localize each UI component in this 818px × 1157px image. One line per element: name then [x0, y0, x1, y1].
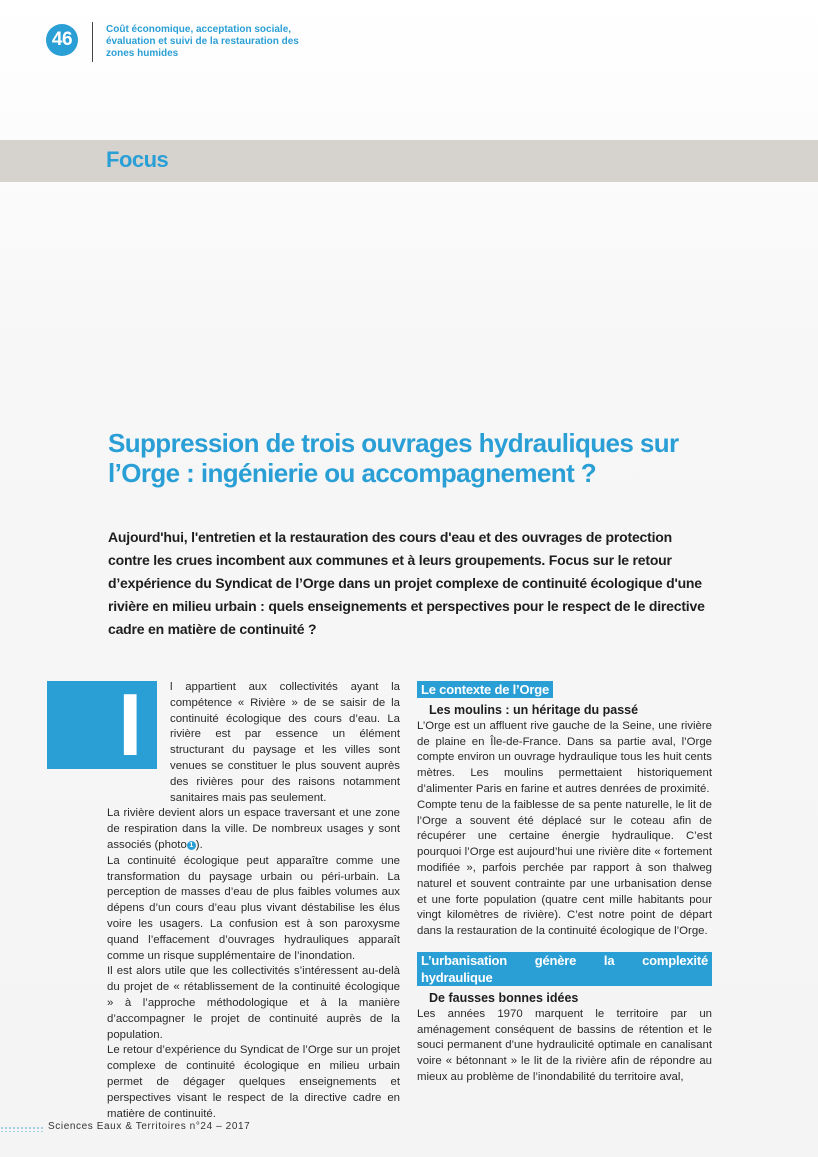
paragraph-1970s: Les années 1970 marquent le territoire par un aménagement conséquent de bassins de rétention et le souci permanent d’une hydraulicité optimale en canalisant voire « bétonnant » le lit de la rivière afin de répondre au mieux au problème de l’inondabilité du territoire aval, — [417, 1007, 712, 1083]
right-column — [417, 681, 712, 1086]
paragraph-text: La rivière devient alors un espace traversant et une zone de respiration dans la ville. De nombreux usages y sont associés (photo — [107, 807, 400, 851]
left-column — [107, 675, 400, 1122]
paragraph-intro: l appartient aux collectivités ayant la compétence « Rivière » de se saisir de la continuité écologique des cours d’eau. La rivière est par essence un élément structurant du paysage et les villes sont venues se constituer le plus souvent auprès des rivières pour des raisons notamment sanitaires mais pas seulement. — [170, 681, 400, 804]
paragraph-slope: Compte tenu de la faiblesse de sa pente naturelle, le lit de l’Orge a souvent été déplacé sur le coteau afin de récupérer une certaine énergie hydraulique. C’est pourquoi l’Orge est aujourd’hui une rivière dite « fortement modifiée », parfois perchée par rapport à son thalweg naturel et souvent contrainte par une urbanisation dense et une forte population (quatre cent mille habitants pour vingt kilomètres de rivière). C’est notre point de départ dans la restauration de la continuité écologique de l’Orge. — [417, 798, 712, 938]
running-head: Coût économique, acceptation sociale, évaluation et suivi de la restauration des zones humides — [106, 24, 299, 59]
paragraph-text: ). — [195, 838, 203, 851]
subheading-mills: Les moulins : un héritage du passé — [429, 702, 639, 717]
section-heading-context: Le contexte de l’Orge — [417, 681, 553, 698]
paragraph-orge: L’Orge est un affluent rive gauche de la Seine, une rivière de plaine en Île-de-France. Dans sa partie aval, l’Orge compte environ un ouvrage hydraulique tous les huit cents mètres. Les moulins permettaient historiquement d’alimenter Paris en farine et autres denrées de proximité. — [417, 719, 712, 795]
paragraph-intro-continued — [107, 806, 400, 853]
article-intro: Aujourd'hui, l'entretien et la restauration des cours d'eau et des ouvrages de protection contre les crues incombent aux communes et à leurs groupements. Focus sur le retour d’expérience du Syndicat de l’Orge dans un projet complexe de continuité écologique d'une rivière en milieu urbain : quels enseignements et perspectives pour le respect de le directive cadre en matière de continuité ? — [108, 529, 705, 637]
subheading-bad-ideas: De fausses bonnes idées — [429, 990, 579, 1005]
paragraph-collectivities: Il est alors utile que les collectivités s’intéressent au-delà du projet de « rétablissement de la continuité écologique » à l’approche méthodologique et à la manière d’accompagner le projet de continuité auprès de la population. — [107, 965, 400, 1041]
footer-dots — [0, 1126, 44, 1132]
header-divider — [92, 22, 93, 62]
dropcap-letter: I — [118, 675, 143, 774]
page-number-badge: 46 — [46, 24, 78, 56]
paragraph-continuity: La continuité écologique peut apparaître comme une transformation du paysage urbain ou péri-urbain. La perception de masses d’eau de plus faibles volumes aux dépens d’un cours d’eau plus vivant déstabilise les élus voire les usagers. La confusion est à son paroxysme quand l’effacement d’ouvrages hydrauliques apparaît comme un risque supplémentaire de l’inondation. — [107, 854, 400, 962]
focus-label: Focus — [106, 147, 169, 172]
paragraph-feedback: Le retour d’expérience du Syndicat de l’Orge sur un projet complexe de continuité écologique en milieu urbain permet de dégager quelques enseignements et perspectives visant le respect de la directive cadre en matière de continuité. — [107, 1044, 400, 1120]
article-title: Suppression de trois ouvrages hydrauliques sur l’Orge : ingénierie ou accompagnement ? — [108, 428, 679, 488]
section-heading-urbanisation: L’urbanisation génère la complexité hydraulique — [417, 952, 712, 986]
photo-ref-icon[interactable]: 1 — [187, 841, 196, 850]
footer-journal: Sciences Eaux & Territoires n°24 – 2017 — [48, 1121, 251, 1132]
